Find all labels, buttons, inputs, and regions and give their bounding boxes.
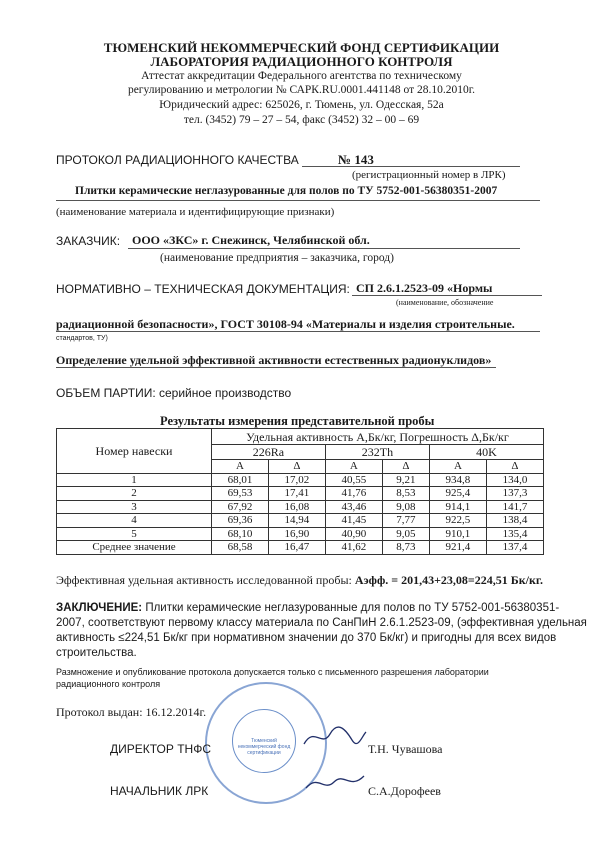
lab-name: ЛАБОРАТОРИЯ РАДИАЦИОННОГО КОНТРОЛЯ <box>150 54 453 69</box>
table-cell: 134,0 <box>486 473 543 487</box>
material-note: (наименование материала и идентифицирующие признаки) <box>56 206 335 218</box>
head-title: НАЧАЛЬНИК ЛРК <box>110 784 209 798</box>
org-name: ТЮМЕНСКИЙ НЕКОММЕРЧЕСКИЙ ФОНД СЕРТИФИКАЦИИ <box>103 40 500 55</box>
sample-number: 2 <box>57 487 212 501</box>
table-cell: 40,55 <box>325 473 382 487</box>
table-row <box>57 473 544 487</box>
norm-line-3 <box>56 367 496 368</box>
sub-header-d: Δ <box>382 460 429 474</box>
table-cell: 16,47 <box>268 541 325 555</box>
protocol-number-line <box>302 166 520 167</box>
table-cell: 922,5 <box>429 514 486 528</box>
batch-volume: ОБЪЕМ ПАРТИИ: серийное производство <box>56 386 292 400</box>
table-cell: 7,77 <box>382 514 429 528</box>
table-cell: 934,8 <box>429 473 486 487</box>
col-sample-header: Номер навески <box>57 429 212 474</box>
norm-line-2 <box>56 331 540 332</box>
legal-address: Юридический адрес: 625026, г. Тюмень, ул. Одесская, 52а <box>159 99 444 111</box>
director-name: Т.Н. Чувашова <box>368 742 443 756</box>
table-cell: 68,01 <box>212 473 269 487</box>
seal-inner <box>232 709 296 773</box>
norm-value-2: радиационной безопасности», ГОСТ 30108-94 «Материалы и изделия строительные. <box>56 317 515 331</box>
director-title: ДИРЕКТОР ТНФС <box>110 742 211 756</box>
protocol-label: ПРОТОКОЛ РАДИАЦИОННОГО КАЧЕСТВА <box>56 153 299 167</box>
attestation-number: регулированию и метрологии № САРК.RU.0001.441148 от 28.10.2010г. <box>127 84 476 96</box>
table-cell: 17,41 <box>268 487 325 501</box>
sample-number: 3 <box>57 500 212 514</box>
sub-header-d: Δ <box>268 460 325 474</box>
table-row <box>57 541 544 555</box>
conclusion-label: ЗАКЛЮЧЕНИЕ: <box>56 602 143 614</box>
table-cell: 137,3 <box>486 487 543 501</box>
effective-activity <box>56 573 543 588</box>
sub-header-a: А <box>429 460 486 474</box>
table-row <box>57 487 544 501</box>
conclusion-text: 2007, соответствуют первому классу материала по СанПиН 2.6.1.2523-09, (эффективная удельная <box>56 617 587 629</box>
table-cell: 16,90 <box>268 527 325 541</box>
customer-value: ООО «ЗКС» г. Снежинск, Челябинской обл. <box>132 233 370 247</box>
director-signature <box>300 722 370 752</box>
copy-note: Размножение и опубликование протокола допускается только с письменного разрешения лаборатории <box>56 667 489 677</box>
protocol-number: № 143 <box>338 152 374 167</box>
conclusion-text: активность ≤224,51 Бк/кг при нормативном значении до 370 Бк/кг) и пригодны для всех видов <box>56 632 557 644</box>
table-cell: 9,08 <box>382 500 429 514</box>
norm-note-1: (наименование, обозначение <box>396 298 494 307</box>
table-cell: 17,02 <box>268 473 325 487</box>
table-cell: 16,08 <box>268 500 325 514</box>
table-cell: 137,4 <box>486 541 543 555</box>
table-cell: 925,4 <box>429 487 486 501</box>
norm-line-1 <box>352 295 542 296</box>
material-line <box>56 200 540 201</box>
sub-header-a: А <box>325 460 382 474</box>
nuclide-header: 226Ra <box>212 445 326 460</box>
norm-value-3: Определение удельной эффективной активности естественных радионуклидов» <box>56 353 492 367</box>
table-cell: 41,76 <box>325 487 382 501</box>
table-cell: 40,90 <box>325 527 382 541</box>
nuclide-header: 232Th <box>325 445 429 460</box>
col-activity-header: Удельная активность A,Бк/кг, Погрешность Δ,Бк/кг <box>212 429 544 445</box>
table-cell: 69,53 <box>212 487 269 501</box>
sub-header-d: Δ <box>486 460 543 474</box>
sample-number: 4 <box>57 514 212 528</box>
conclusion-text: Плитки керамические неглазурованные для полов по ТУ 5752-001-56380351- <box>142 602 560 614</box>
table-cell: 41,62 <box>325 541 382 555</box>
customer-label: ЗАКАЗЧИК: <box>56 234 121 248</box>
table-cell: 135,4 <box>486 527 543 541</box>
table-cell: 68,10 <box>212 527 269 541</box>
effective-value: Аэфф. = 201,43+23,08=224,51 Бк/кг. <box>354 573 543 587</box>
customer-note: (наименование предприятия – заказчика, город) <box>160 252 394 264</box>
customer-line <box>128 248 520 249</box>
table-row <box>57 514 544 528</box>
material-name: Плитки керамические неглазурованные для полов по ТУ 5752-001-56380351-2007 <box>75 185 498 197</box>
copy-note: радиационного контроля <box>56 679 161 689</box>
head-signature <box>300 768 370 798</box>
table-cell: 9,05 <box>382 527 429 541</box>
seal-text: Тюменский некоммерческий фонд сертификации <box>237 738 291 756</box>
table-cell: 910,1 <box>429 527 486 541</box>
attestation-line: Аттестат аккредитации Федерального агентства по техническому <box>141 70 462 82</box>
table-row <box>57 500 544 514</box>
results-title: Результаты измерения представительной пробы <box>160 414 435 428</box>
table-cell: 67,92 <box>212 500 269 514</box>
table-cell: 8,53 <box>382 487 429 501</box>
table-cell: 8,73 <box>382 541 429 555</box>
table-row <box>57 527 544 541</box>
conclusion <box>56 601 587 661</box>
sample-number: 1 <box>57 473 212 487</box>
table-cell: 68,58 <box>212 541 269 555</box>
table-cell: 43,46 <box>325 500 382 514</box>
conclusion-text: строительства. <box>56 647 137 659</box>
table-cell: 14,94 <box>268 514 325 528</box>
nuclide-header: 40K <box>429 445 543 460</box>
issued-date: Протокол выдан: 16.12.2014г. <box>56 705 207 719</box>
sample-number: Среднее значение <box>57 541 212 555</box>
head-name: С.А.Дорофеев <box>368 784 441 798</box>
sub-header-a: А <box>212 460 269 474</box>
table-cell: 69,36 <box>212 514 269 528</box>
norm-note-2: стандартов, ТУ) <box>56 335 108 342</box>
table-cell: 138,4 <box>486 514 543 528</box>
protocol-number-note: (регистрационный номер в ЛРК) <box>352 169 506 181</box>
phone-fax: тел. (3452) 79 – 27 – 54, факс (3452) 32 – 00 – 69 <box>183 114 420 126</box>
effective-label: Эффективная удельная активность исследованной пробы: <box>56 573 355 587</box>
norm-value-1: СП 2.6.1.2523-09 «Нормы <box>356 281 493 295</box>
results-table <box>56 428 544 555</box>
table-cell: 921,4 <box>429 541 486 555</box>
table-cell: 914,1 <box>429 500 486 514</box>
sample-number: 5 <box>57 527 212 541</box>
table-cell: 41,45 <box>325 514 382 528</box>
norm-label: НОРМАТИВНО – ТЕХНИЧЕСКАЯ ДОКУМЕНТАЦИЯ: <box>56 282 350 296</box>
table-cell: 9,21 <box>382 473 429 487</box>
table-cell: 141,7 <box>486 500 543 514</box>
